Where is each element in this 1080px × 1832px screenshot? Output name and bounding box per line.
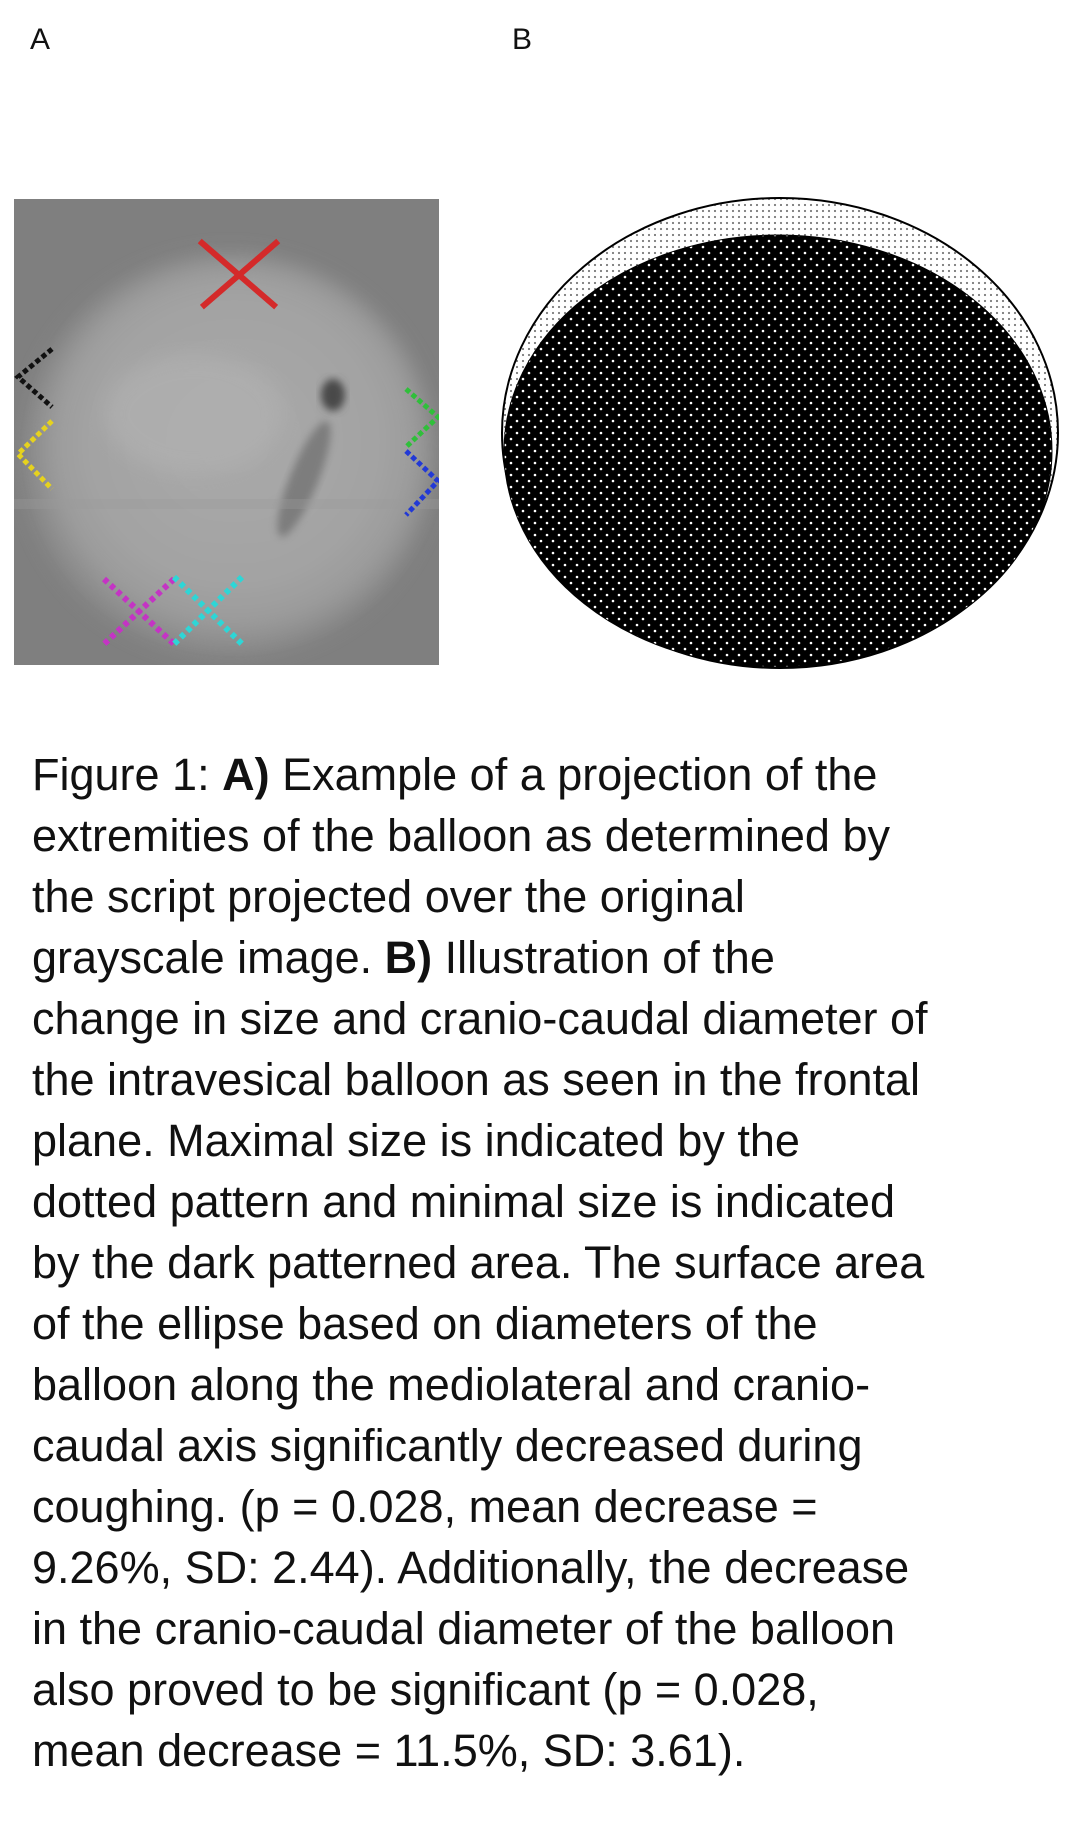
caption-text: Example of a projection of the bbox=[269, 749, 878, 800]
panel-b-label: B bbox=[512, 23, 533, 56]
caption-line bbox=[32, 1720, 1042, 1781]
caption-line bbox=[32, 1354, 1042, 1415]
lower-band bbox=[14, 499, 439, 509]
caption-line bbox=[32, 1537, 1042, 1598]
caption-line bbox=[32, 744, 1042, 805]
caption-line bbox=[32, 927, 1042, 988]
caption-text: the script projected over the original bbox=[32, 871, 745, 922]
caption-text: 9.26%, SD: 2.44). Additionally, the decrease bbox=[32, 1542, 910, 1593]
caption-text: Figure 1: bbox=[32, 749, 223, 800]
caption-line bbox=[32, 1598, 1042, 1659]
caption-panel-ref: A) bbox=[222, 749, 270, 800]
caption-text: by the dark patterned area. The surface area bbox=[32, 1237, 925, 1288]
caption-text: Illustration of the bbox=[432, 932, 775, 983]
caption-line bbox=[32, 1476, 1042, 1537]
caption-text: in the cranio-caudal diameter of the balloon bbox=[32, 1603, 896, 1654]
caption-line bbox=[32, 1232, 1042, 1293]
caption-line bbox=[32, 988, 1042, 1049]
caption-line bbox=[32, 1049, 1042, 1110]
caption-line bbox=[32, 1293, 1042, 1354]
catheter-tip bbox=[321, 379, 345, 411]
caption-text: mean decrease = 11.5%, SD: 3.61). bbox=[32, 1725, 746, 1776]
caption-panel-ref: B) bbox=[384, 932, 433, 983]
caption-line bbox=[32, 805, 1042, 866]
caption-text: the intravesical balloon as seen in the frontal bbox=[32, 1054, 921, 1105]
caption-text: also proved to be significant (p = 0.028, bbox=[32, 1664, 819, 1715]
caption-line bbox=[32, 1415, 1042, 1476]
caption-line bbox=[32, 1110, 1042, 1171]
caption-text: extremities of the balloon as determined by bbox=[32, 810, 890, 861]
balloon-highlight bbox=[104, 354, 284, 474]
caption-text: change in size and cranio-caudal diameter of bbox=[32, 993, 928, 1044]
caption-text: grayscale image. bbox=[32, 932, 385, 983]
panel-a-grayscale-image bbox=[14, 199, 439, 665]
panel-b-ellipse-illustration bbox=[490, 190, 1070, 680]
caption-text: of the ellipse based on diameters of the bbox=[32, 1298, 818, 1349]
caption-text: plane. Maximal size is indicated by the bbox=[32, 1115, 800, 1166]
caption-line bbox=[32, 1171, 1042, 1232]
caption-text: balloon along the mediolateral and cranio- bbox=[32, 1359, 871, 1410]
caption-text: caudal axis significantly decreased during bbox=[32, 1420, 863, 1471]
caption-text: dotted pattern and minimal size is indicated bbox=[32, 1176, 895, 1227]
caption-line bbox=[32, 1659, 1042, 1720]
minimal-size-ellipse bbox=[504, 235, 1052, 667]
panel-a-label: A bbox=[30, 23, 51, 56]
figure-caption bbox=[32, 744, 1042, 1781]
caption-text: coughing. (p = 0.028, mean decrease = bbox=[32, 1481, 818, 1532]
caption-line bbox=[32, 866, 1042, 927]
